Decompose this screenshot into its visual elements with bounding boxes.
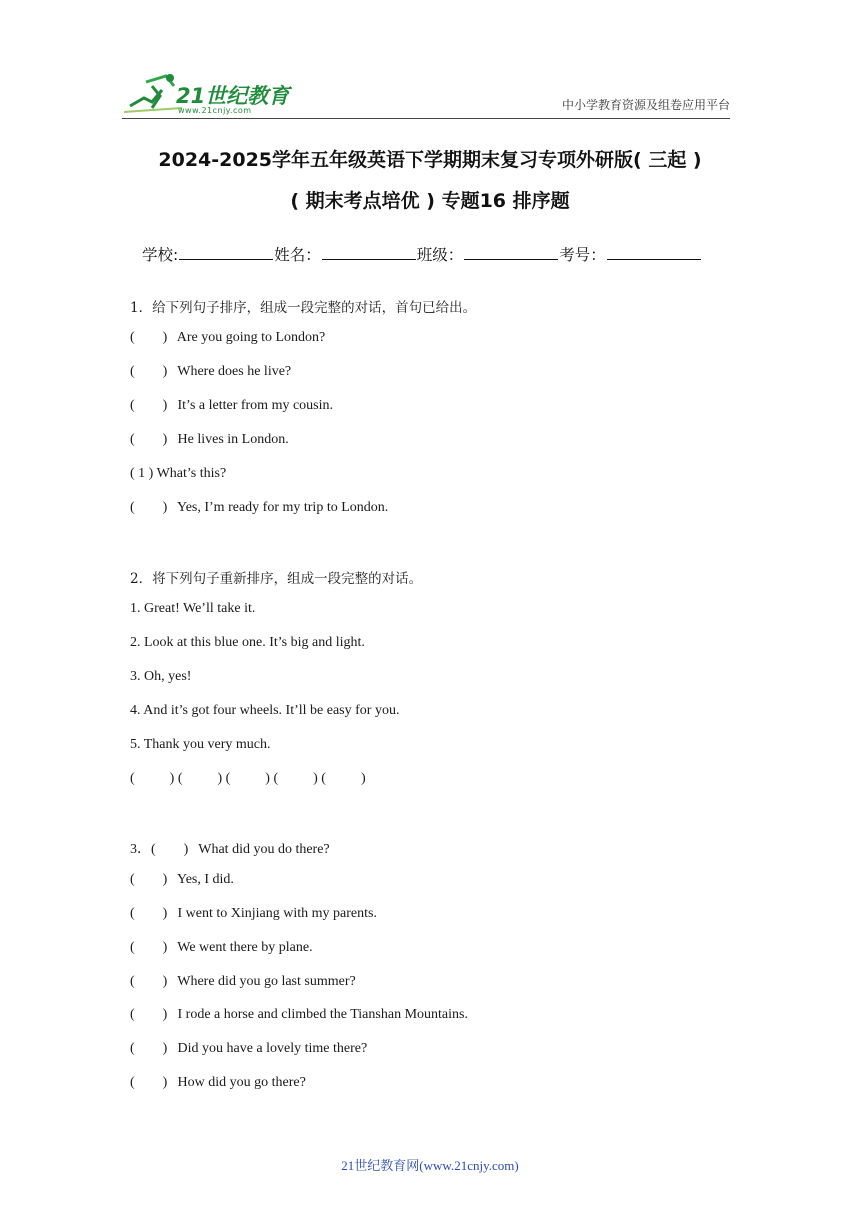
q3-item: ( ) How did you go there? xyxy=(130,1075,306,1090)
q3-item: ( ) Did you have a lovely time there? xyxy=(130,1041,368,1056)
page-header xyxy=(0,0,860,120)
q3-item: ( ) I rode a horse and climbed the Tianshan Mountains. xyxy=(130,1007,468,1022)
name-label: 姓名： xyxy=(274,246,321,264)
page-title: 2024-2025学年五年级英语下学期期末复习专项外研版( 三起 ) xyxy=(158,149,702,171)
q2-instruction: 2．将下列句子重新排序，组成一段完整的对话。 xyxy=(130,571,423,587)
q3-item: ( ) We went there by plane. xyxy=(130,940,313,955)
q2-item: 3. Oh, yes! xyxy=(130,669,192,684)
page-subtitle: ( 期末考点培优 ) 专题16 排序题 xyxy=(290,190,570,212)
q2-answer-blanks[interactable]: ( ) ( ) ( ) ( ) ( ) xyxy=(130,771,366,786)
student-info-row xyxy=(142,243,702,265)
q2-item: 5. Thank you very much. xyxy=(130,737,271,752)
q1-item: ( ) Are you going to London? xyxy=(130,330,326,345)
q1-item: ( ) Yes, I’m ready for my trip to London. xyxy=(130,500,389,515)
platform-caption: 中小学教育资源及组卷应用平台 xyxy=(561,98,730,112)
number-blank[interactable] xyxy=(607,245,701,260)
class-blank[interactable] xyxy=(464,245,558,260)
q1-item: ( ) Where does he live? xyxy=(130,364,292,379)
q3-item: ( ) Where did you go last summer? xyxy=(130,974,356,989)
q2-item: 4. And it’s got four wheels. It’ll be easy for you. xyxy=(130,703,400,718)
q2-item: 2. Look at this blue one. It’s big and light. xyxy=(130,635,365,650)
class-label: 班级： xyxy=(416,246,464,264)
school-blank[interactable] xyxy=(179,245,273,260)
q1-item-given: ( 1 ) What’s this? xyxy=(130,466,227,481)
name-blank[interactable] xyxy=(322,245,416,260)
header-divider xyxy=(122,118,730,119)
q1-instruction: 1．给下列句子排序，组成一段完整的对话，首句已给出。 xyxy=(130,300,477,316)
q1-item: ( ) It’s a letter from my cousin. xyxy=(130,398,334,413)
q2-item: 1. Great! We’ll take it. xyxy=(130,601,256,616)
logo-url: www.21cnjy.com xyxy=(178,106,252,115)
q3-item: ( ) Yes, I did. xyxy=(130,872,234,887)
number-label: 考号： xyxy=(559,246,606,264)
q3-item: 3．( ) What did you do there? xyxy=(130,842,330,857)
q1-item: ( ) He lives in London. xyxy=(130,432,289,447)
page-footer[interactable]: 21世纪教育网(www.21cnjy.com) xyxy=(341,1158,519,1173)
logo-text: 21世纪教育 xyxy=(176,84,290,108)
school-label: 学校: xyxy=(142,246,179,264)
q3-item: ( ) I went to Xinjiang with my parents. xyxy=(130,906,377,921)
q3-number: 3． xyxy=(130,842,151,857)
